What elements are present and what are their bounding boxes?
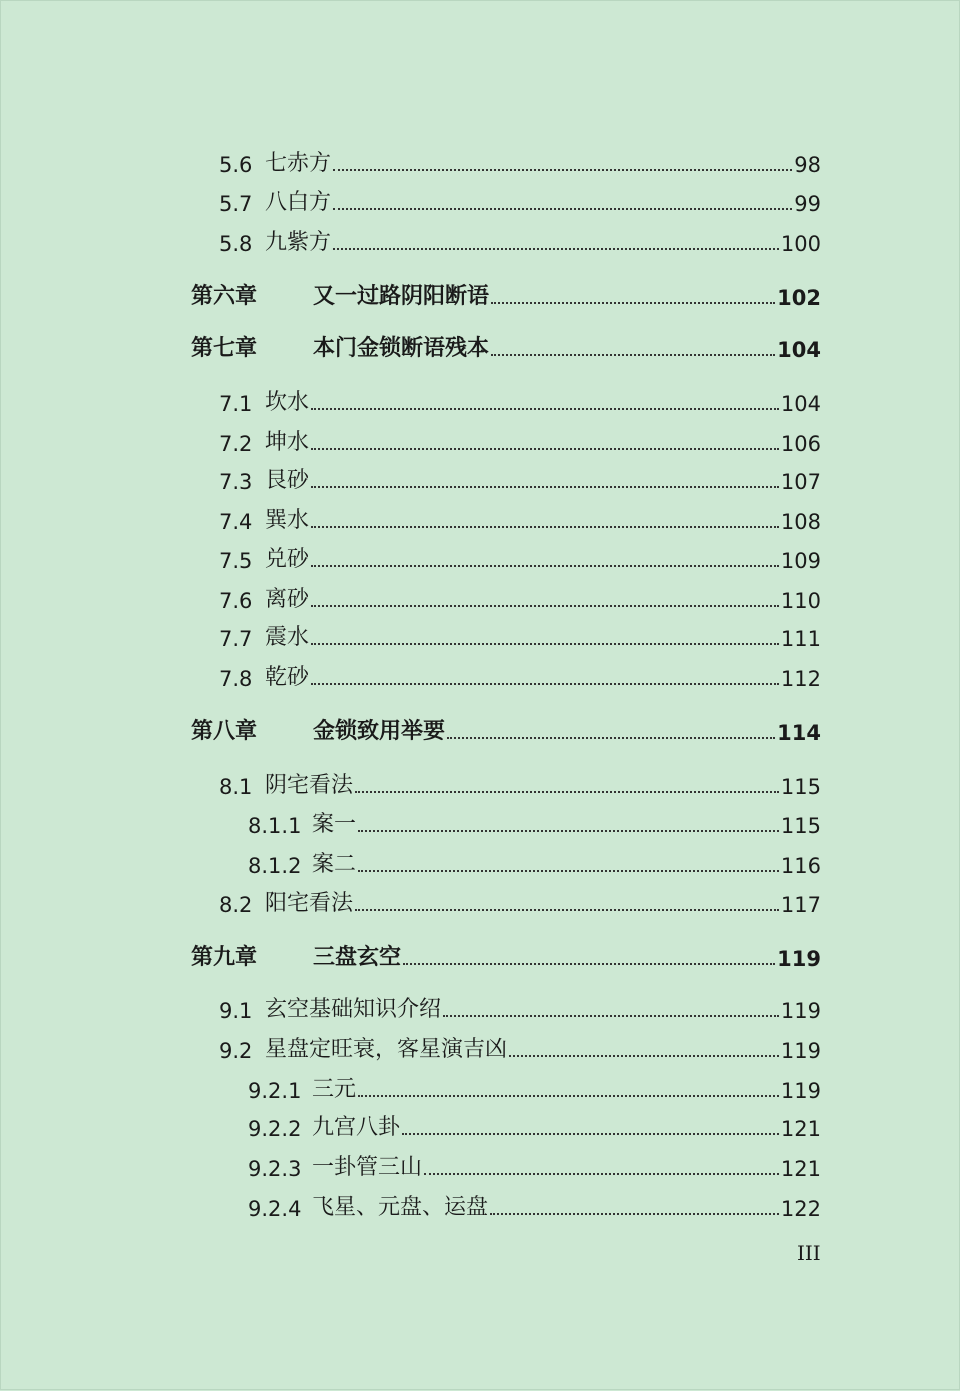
toc-entry-number: 第七章: [191, 335, 258, 361]
toc-section-entry[interactable]: [248, 1187, 821, 1221]
toc-leader-dots: [402, 1133, 779, 1135]
toc-leader-dots: [311, 526, 779, 528]
toc-section-entry[interactable]: [248, 1069, 821, 1103]
toc-leader-dots: [311, 408, 779, 410]
toc-leader-dots: [311, 486, 779, 488]
toc-leader-dots: [490, 1213, 779, 1215]
toc-entry-page: 114: [777, 721, 821, 745]
toc-entry-title: 三元: [312, 1077, 357, 1102]
toc-entry-title: 乾砂: [265, 665, 310, 690]
toc-entry-number: 8.2: [219, 893, 253, 917]
toc-entry-number: 9.1: [219, 999, 253, 1023]
toc-leader-dots: [311, 643, 779, 645]
toc-section-entry[interactable]: [219, 222, 821, 256]
toc-entry-number: 5.6: [219, 153, 253, 177]
toc-leader-dots: [491, 302, 775, 304]
toc-entry-page: 119: [777, 947, 821, 971]
toc-section-entry[interactable]: [219, 460, 821, 494]
toc-leader-dots: [311, 565, 779, 567]
toc-entry-number: 5.7: [219, 192, 253, 216]
toc-entry-title: 离砂: [265, 587, 310, 612]
toc-section-entry[interactable]: [248, 844, 821, 878]
toc-entry-title: 一卦管三山: [312, 1155, 423, 1180]
toc-entry-page: 107: [780, 470, 821, 494]
toc-section-entry[interactable]: [248, 1107, 821, 1141]
toc-section-entry[interactable]: [219, 1029, 821, 1063]
toc-section-entry[interactable]: [219, 500, 821, 534]
toc-entry-title: 九紫方: [265, 230, 332, 255]
toc-entry-number: 7.5: [219, 549, 253, 573]
toc-chapter-entry[interactable]: [191, 711, 821, 745]
toc-entry-title: 九宫八卦: [312, 1115, 401, 1140]
toc-entry-title: 阳宅看法: [265, 891, 354, 916]
toc-leader-dots: [424, 1173, 779, 1175]
toc-entry-number: 8.1.1: [248, 814, 302, 838]
toc-entry-number: 8.1: [219, 775, 253, 799]
toc-entry-page: 100: [780, 232, 821, 256]
toc-entry-number: 5.8: [219, 232, 253, 256]
toc-entry-number: 7.6: [219, 589, 253, 613]
toc-chapter-entry[interactable]: [191, 937, 821, 971]
toc-entry-title: 飞星、元盘、运盘: [312, 1195, 489, 1220]
toc-entry-number: 7.8: [219, 667, 253, 691]
toc-leader-dots: [311, 448, 779, 450]
toc-section-entry[interactable]: [248, 804, 821, 838]
table-of-contents: [1, 1, 960, 1391]
toc-entry-page: 106: [780, 432, 821, 456]
toc-leader-dots: [333, 208, 792, 210]
toc-entry-title: 又一过路阴阳断语: [313, 283, 490, 309]
toc-entry-number: 8.1.2: [248, 854, 302, 878]
toc-entry-title: 阴宅看法: [265, 773, 354, 798]
toc-entry-title: 巽水: [265, 508, 310, 533]
toc-entry-page: 109: [780, 549, 821, 573]
toc-section-entry[interactable]: [219, 989, 821, 1023]
toc-section-entry[interactable]: [219, 617, 821, 651]
toc-entry-title: 金锁致用举要: [313, 718, 446, 744]
toc-entry-title: 震水: [265, 625, 310, 650]
toc-entry-title: 七赤方: [265, 151, 332, 176]
toc-entry-number: 9.2: [219, 1039, 253, 1063]
toc-entry-page: 99: [794, 192, 821, 216]
toc-entry-page: 111: [780, 627, 821, 651]
toc-entry-page: 119: [780, 1079, 821, 1103]
toc-entry-page: 110: [780, 589, 821, 613]
toc-entry-number: 7.3: [219, 470, 253, 494]
toc-entry-number: 9.2.2: [248, 1117, 302, 1141]
toc-leader-dots: [443, 1015, 779, 1017]
toc-entry-number: 第六章: [191, 283, 258, 309]
toc-leader-dots: [403, 963, 775, 965]
toc-entry-number: 9.2.3: [248, 1157, 302, 1181]
toc-entry-title: 兑砂: [265, 547, 310, 572]
toc-entry-page: 119: [780, 1039, 821, 1063]
toc-entry-number: 7.1: [219, 392, 253, 416]
toc-entry-page: 104: [777, 338, 821, 362]
toc-leader-dots: [358, 1095, 779, 1097]
toc-entry-page: 108: [780, 510, 821, 534]
toc-section-entry[interactable]: [248, 1147, 821, 1181]
toc-chapter-entry[interactable]: [191, 328, 821, 362]
toc-entry-title: 本门金锁断语残本: [313, 335, 490, 361]
toc-leader-dots: [509, 1055, 779, 1057]
toc-entry-number: 7.7: [219, 627, 253, 651]
toc-entry-page: 104: [780, 392, 821, 416]
toc-entry-page: 115: [780, 775, 821, 799]
toc-entry-title: 三盘玄空: [313, 944, 402, 970]
toc-entry-title: 星盘定旺衰，客星演吉凶: [265, 1037, 508, 1062]
toc-leader-dots: [491, 354, 775, 356]
toc-entry-title: 坎水: [265, 390, 310, 415]
toc-entry-page: 98: [794, 153, 821, 177]
toc-leader-dots: [355, 909, 779, 911]
toc-entry-number: 第九章: [191, 944, 258, 970]
toc-entry-page: 117: [780, 893, 821, 917]
toc-section-entry[interactable]: [219, 657, 821, 691]
toc-chapter-entry[interactable]: [191, 276, 821, 310]
toc-entry-number: 9.2.1: [248, 1079, 302, 1103]
toc-entry-title: 案二: [312, 852, 357, 877]
toc-entry-page: 121: [780, 1157, 821, 1181]
toc-leader-dots: [333, 169, 792, 171]
page-folio: III: [797, 1241, 821, 1265]
toc-leader-dots: [358, 870, 779, 872]
toc-leader-dots: [311, 605, 779, 607]
toc-section-entry[interactable]: [219, 579, 821, 613]
toc-section-entry[interactable]: [219, 422, 821, 456]
toc-entry-title: 八白方: [265, 190, 332, 215]
toc-leader-dots: [447, 737, 775, 739]
toc-entry-number: 9.2.4: [248, 1197, 302, 1221]
toc-section-entry[interactable]: [219, 883, 821, 917]
toc-section-entry[interactable]: [219, 143, 821, 177]
toc-entry-page: 102: [777, 286, 821, 310]
toc-entry-page: 115: [780, 814, 821, 838]
toc-entry-title: 坤水: [265, 430, 310, 455]
toc-entry-page: 122: [780, 1197, 821, 1221]
toc-entry-page: 112: [780, 667, 821, 691]
toc-leader-dots: [333, 248, 779, 250]
toc-leader-dots: [311, 683, 779, 685]
toc-entry-title: 艮砂: [265, 468, 310, 493]
toc-entry-number: 7.2: [219, 432, 253, 456]
toc-entry-page: 116: [780, 854, 821, 878]
toc-entry-number: 第八章: [191, 718, 258, 744]
toc-section-entry[interactable]: [219, 539, 821, 573]
toc-section-entry[interactable]: [219, 765, 821, 799]
toc-entry-title: 案一: [312, 812, 357, 837]
toc-leader-dots: [358, 830, 779, 832]
toc-entry-page: 121: [780, 1117, 821, 1141]
toc-entry-number: 7.4: [219, 510, 253, 534]
toc-leader-dots: [355, 791, 779, 793]
toc-section-entry[interactable]: [219, 182, 821, 216]
toc-section-entry[interactable]: [219, 382, 821, 416]
toc-entry-page: 119: [780, 999, 821, 1023]
toc-entry-title: 玄空基础知识介绍: [265, 997, 442, 1022]
